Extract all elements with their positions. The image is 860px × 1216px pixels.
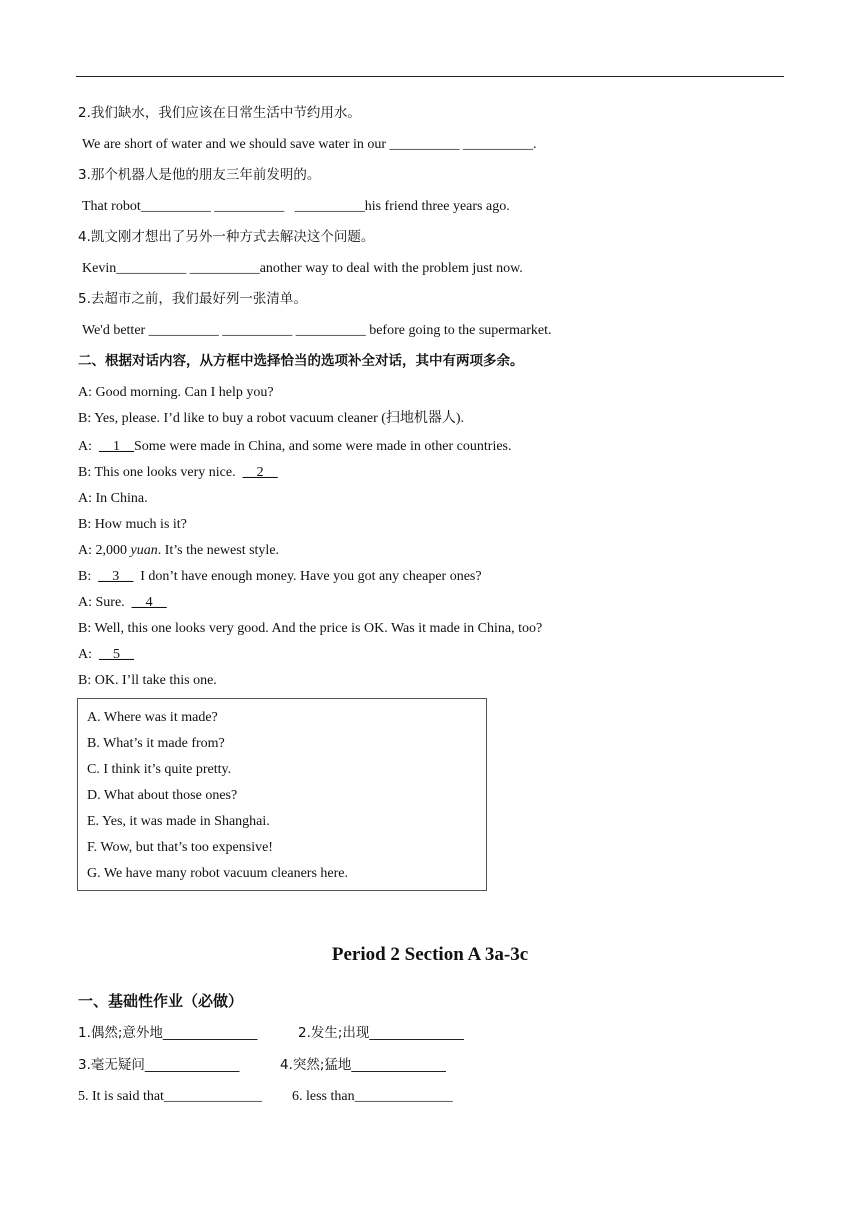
basic-homework-heading: 一、基础性作业（必做） — [78, 992, 244, 1010]
vocab-item-4: 4.突然;猛地______________ — [280, 1057, 446, 1073]
dialogue-line-4: B: This one looks very nice. __2__ — [78, 465, 278, 480]
dialogue-line-10: B: Well, this one looks very good. And the price is OK. Was it made in China, too? — [78, 621, 543, 636]
q2-chinese: 2.我们缺水，我们应该在日常生活中节约用水。 — [78, 105, 361, 121]
dialogue-line-8: B: __3__ I don’t have enough money. Have you got any cheaper ones? — [78, 569, 482, 584]
period-title: Period 2 Section A 3a-3c — [331, 944, 529, 965]
blank-5: __5__ — [99, 647, 134, 662]
blank-3: __3__ — [98, 569, 134, 584]
q5-english: We'd better __________ __________ __________ before going to the supermarket. — [82, 323, 552, 338]
option-f: F. Wow, but that’s too expensive! — [87, 840, 273, 855]
dialogue-line-9: A: Sure. __4__ — [78, 595, 167, 610]
vocab-item-5: 5. It is said that______________ — [78, 1089, 262, 1104]
dialogue-line-5: A: In China. — [78, 491, 148, 506]
header-rule — [76, 76, 784, 77]
dialogue-line-6: B: How much is it? — [78, 517, 187, 532]
option-a: A. Where was it made? — [87, 710, 218, 725]
q4-english: Kevin__________ __________another way to deal with the problem just now. — [82, 261, 523, 276]
q2-english: We are short of water and we should save water in our __________ __________. — [82, 137, 537, 152]
blank-2: __2__ — [242, 465, 278, 480]
dialogue-line-7: A: 2,000 yuan. It’s the newest style. — [78, 543, 280, 558]
dialogue-line-2: B: Yes, please. I’d like to buy a robot vacuum cleaner (扫地机器人). — [78, 411, 465, 426]
option-g: G. We have many robot vacuum cleaners here. — [87, 866, 349, 881]
option-e: E. Yes, it was made in Shanghai. — [87, 814, 270, 829]
options-box — [77, 698, 487, 891]
dialogue-line-3: A: __1__Some were made in China, and some were made in other countries. — [78, 439, 512, 454]
vocab-item-6: 6. less than______________ — [292, 1089, 453, 1104]
option-d: D. What about those ones? — [87, 788, 238, 803]
blank-4: __4__ — [131, 595, 167, 610]
dialogue-line-1: A: Good morning. Can I help you? — [78, 385, 274, 400]
dialogue-line-11: A: __5__ — [78, 647, 134, 662]
blank-1: __1__ — [99, 439, 134, 454]
section2-title: 二、根据对话内容，从方框中选择恰当的选项补全对话，其中有两项多余。 — [78, 353, 524, 369]
vocab-item-2: 2.发生;出现______________ — [298, 1025, 464, 1041]
dialogue-line-12: B: OK. I’ll take this one. — [78, 673, 217, 688]
q3-chinese: 3.那个机器人是他的朋友三年前发明的。 — [78, 167, 321, 183]
q4-chinese: 4.凯文刚才想出了另外一种方式去解决这个问题。 — [78, 229, 375, 245]
vocab-item-3: 3.毫无疑问______________ — [78, 1057, 240, 1073]
option-b: B. What’s it made from? — [87, 736, 225, 751]
q3-english: That robot__________ __________ __________his friend three years ago. — [82, 199, 510, 214]
q5-chinese: 5.去超市之前，我们最好列一张清单。 — [78, 291, 307, 307]
option-c: C. I think it’s quite pretty. — [87, 762, 232, 777]
vocab-item-1: 1.偶然;意外地______________ — [78, 1025, 258, 1041]
